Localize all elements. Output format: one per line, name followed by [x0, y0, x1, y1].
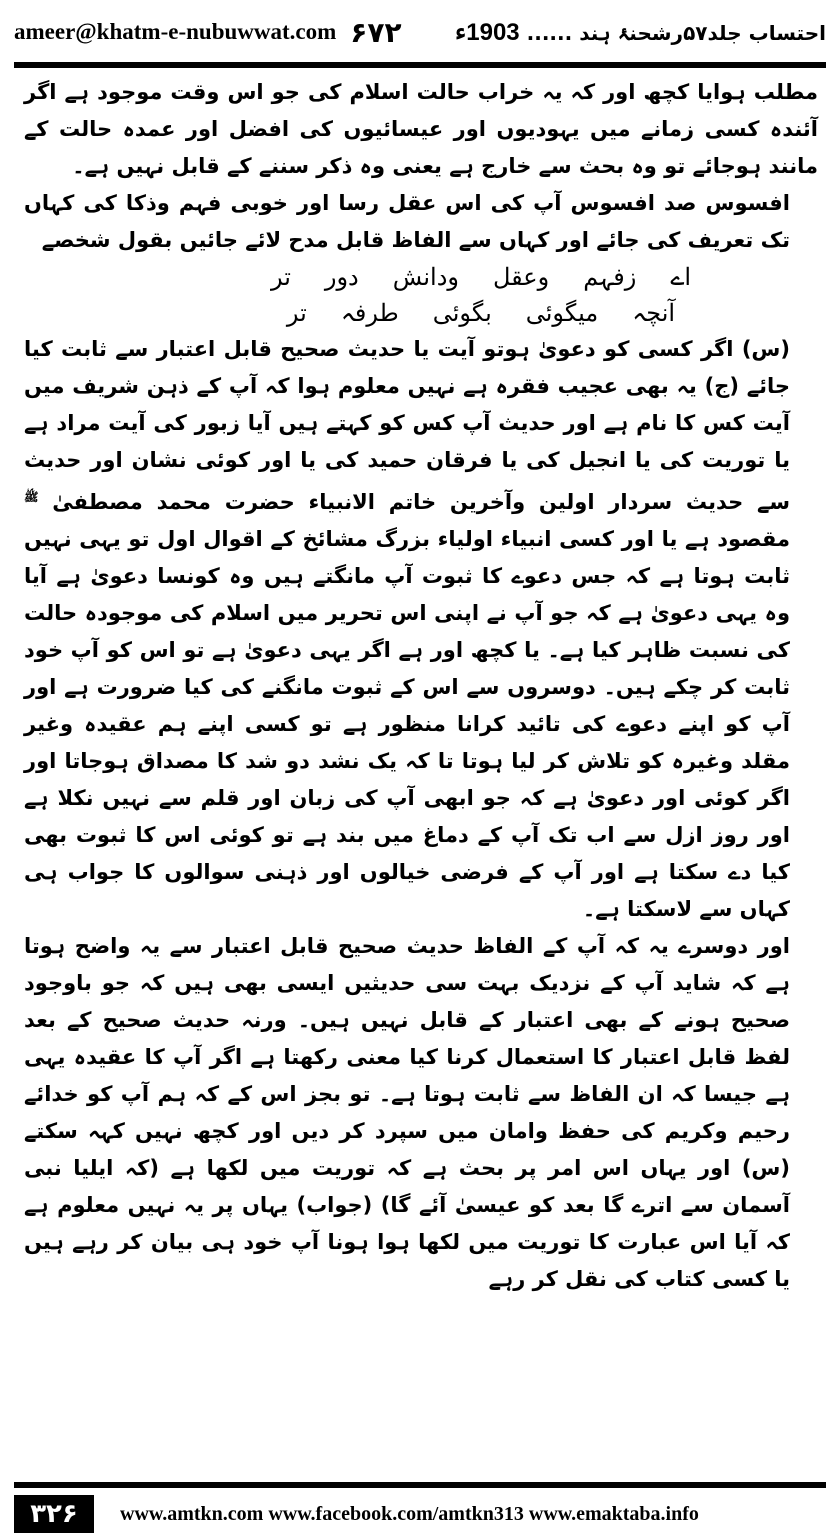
salutation-mark: ﷺ — [24, 490, 39, 504]
verse-line-1 — [24, 259, 818, 295]
footer-rule — [14, 1482, 826, 1488]
header-year: 1903ء — [454, 18, 520, 46]
paragraph-3 — [24, 331, 818, 928]
paragraph-4: اور دوسرے یہ کہ آپ کے الفاظ حدیث صحیح قابل اعتبار سے یہ واضح ہوتا ہے کہ شاید آپ کے نزدیک بہت سی حدیثیں ایسی بھی ہیں کہ جو باوجود صحیح ہونے کے بھی اعتبار کے قابل نہیں ہیں۔ ورنہ حدیث صحیح کے بعد لفظ قابل اعتبار کا استعمال کرنا کیا معنی رکھتا ہے اگر آپ کا عقیدہ یہی ہے جیسا کہ ان الفاظ سے ثابت ہوتا ہے۔ تو بجز اس کے کہ ہم آپ کو خدائے رحیم وکریم کی حفظ وامان میں سپرد کر دیں اور کچھ نہیں کہہ سکتے (س) اور یہاں اس امر پر بحث ہے کہ توریت میں لکھا ہے (کہ ایلیا نبی آسمان سے اترے گا بعد کو عیسیٰ آئے گا) (جواب) یہاں پر یہ نہیں معلوم ہے کہ آیا اس عبارت کا توریت میں لکھا ہوا ہونا آپ خود ہی بیان کر رہے ہیں یا کسی کتاب کی نقل کر رہے — [24, 934, 790, 1291]
verse-word: تر — [270, 263, 291, 291]
verse-word: میگوئی — [525, 299, 599, 327]
verse-word: تر — [286, 299, 307, 327]
header-email: ameer@khatm-e-nubuwwat.com — [14, 19, 337, 44]
header-title — [455, 18, 826, 47]
paragraph-1: مطلب ہوایا کچھ اور کہ یہ خراب حالت اسلام کی جو اس وقت موجود ہے اگر آئندہ کسی زمانے میں یہودیوں اور عیسائیوں کی افضل اور عمدہ حالت کے مانند ہوجائے تو وہ بحث سے خارج ہے یعنی وہ ذکر سننے کے قابل نہیں ہے۔ — [24, 80, 818, 178]
page-body — [24, 74, 818, 1298]
verse-word: وعقل — [492, 263, 550, 291]
verse-word: زفہم — [583, 263, 637, 291]
verse-word: بگوئی — [432, 299, 492, 327]
paragraph-2: افسوس صد افسوس آپ کی اس عقل رسا اور خوبی فہم وذکا کی کہاں تک تعریف کی جائے اور کہاں سے الفاظ قابل مدح لائے جائیں بقول شخصے — [24, 191, 790, 252]
verse-word: طرفہ — [340, 299, 399, 327]
verse-word: آنچہ — [632, 299, 676, 327]
footer-page-number: ۳۲۶ — [14, 1495, 94, 1533]
verse-line-2 — [24, 295, 818, 331]
verse-word: دور — [324, 263, 359, 291]
footer-urls: www.amtkn.com www.facebook.com/amtkn313 www.emaktaba.info — [120, 1502, 699, 1525]
header-page-number: ۶۷۲ — [350, 15, 402, 49]
page-header — [14, 10, 826, 54]
verse-word: اے — [670, 263, 692, 291]
header-left — [14, 16, 402, 49]
verse-word: ودانش — [392, 263, 459, 291]
paragraph-3-pre: (س) اگر کسی کو دعویٰ ہوتو آیت یا حدیث صحیح قابل اعتبار سے ثابت کیا جائے (ج) یہ بھی عجیب فقرہ ہے نہیں معلوم ہوا کہ آپ کے ذہن شریف میں آیت کس کا نام ہے اور حدیث آپ کس کو کہتے ہیں آیا زبور کی آیت مراد ہے یا توریت کی یا انجیل کی یا فرقان حمید کی یا اور کوئی نشان اور حدیث سے حدیث سردار اولین وآخرین خاتم الانبیاء حضرت محمد مصطفیٰ — [24, 337, 791, 514]
header-rule — [14, 62, 826, 68]
paragraph-3-post: مقصود ہے یا اور کسی انبیاء اولیاء بزرگ مشائخ کے اقوال اول تو یہی نہیں ثابت ہوتا ہے کہ جس دعوے کا ثبوت آپ مانگتے ہیں وہ کونسا دعویٰ ہے آیا وہ یہی دعویٰ ہے کہ جو آپ نے اپنی اس تحریر میں اسلام کی موجودہ حالت کی نسبت ظاہر کیا ہے۔ یا کچھ اور ہے اگر یہی دعویٰ ہے تو اس کو آپ خود ثابت کر چکے ہیں۔ دوسروں سے اس کے ثبوت مانگنے کی کیا ضرورت ہے اور آپ کو اپنے دعوے کی تائید کرانا منظور ہے تو کسی اپنے ہم عقیدہ وغیر مقلد وغیرہ کو تلاش کر لیا ہوتا تا کہ یک نشد دو شد کا مصداق ہوجاتا اور اگر کوئی اور دعویٰ ہے کہ جو ابھی آپ کی زبان اور قلم سے نہیں نکلا ہے اور روز ازل سے اب تک آپ کے دماغ میں بند ہے تو کوئی اس کا ثبوت بھی کیا دے سکتا ہے اور آپ کے فرضی خیالوں اور ذہنی سوالوں کا جواب ہی کہاں سے لاسکتا ہے۔ — [24, 527, 790, 921]
page-footer — [14, 1494, 826, 1534]
header-dots: ...... — [526, 20, 573, 45]
header-series-title: احتساب جلد۵۷رشحنۂ ہند — [579, 20, 826, 45]
